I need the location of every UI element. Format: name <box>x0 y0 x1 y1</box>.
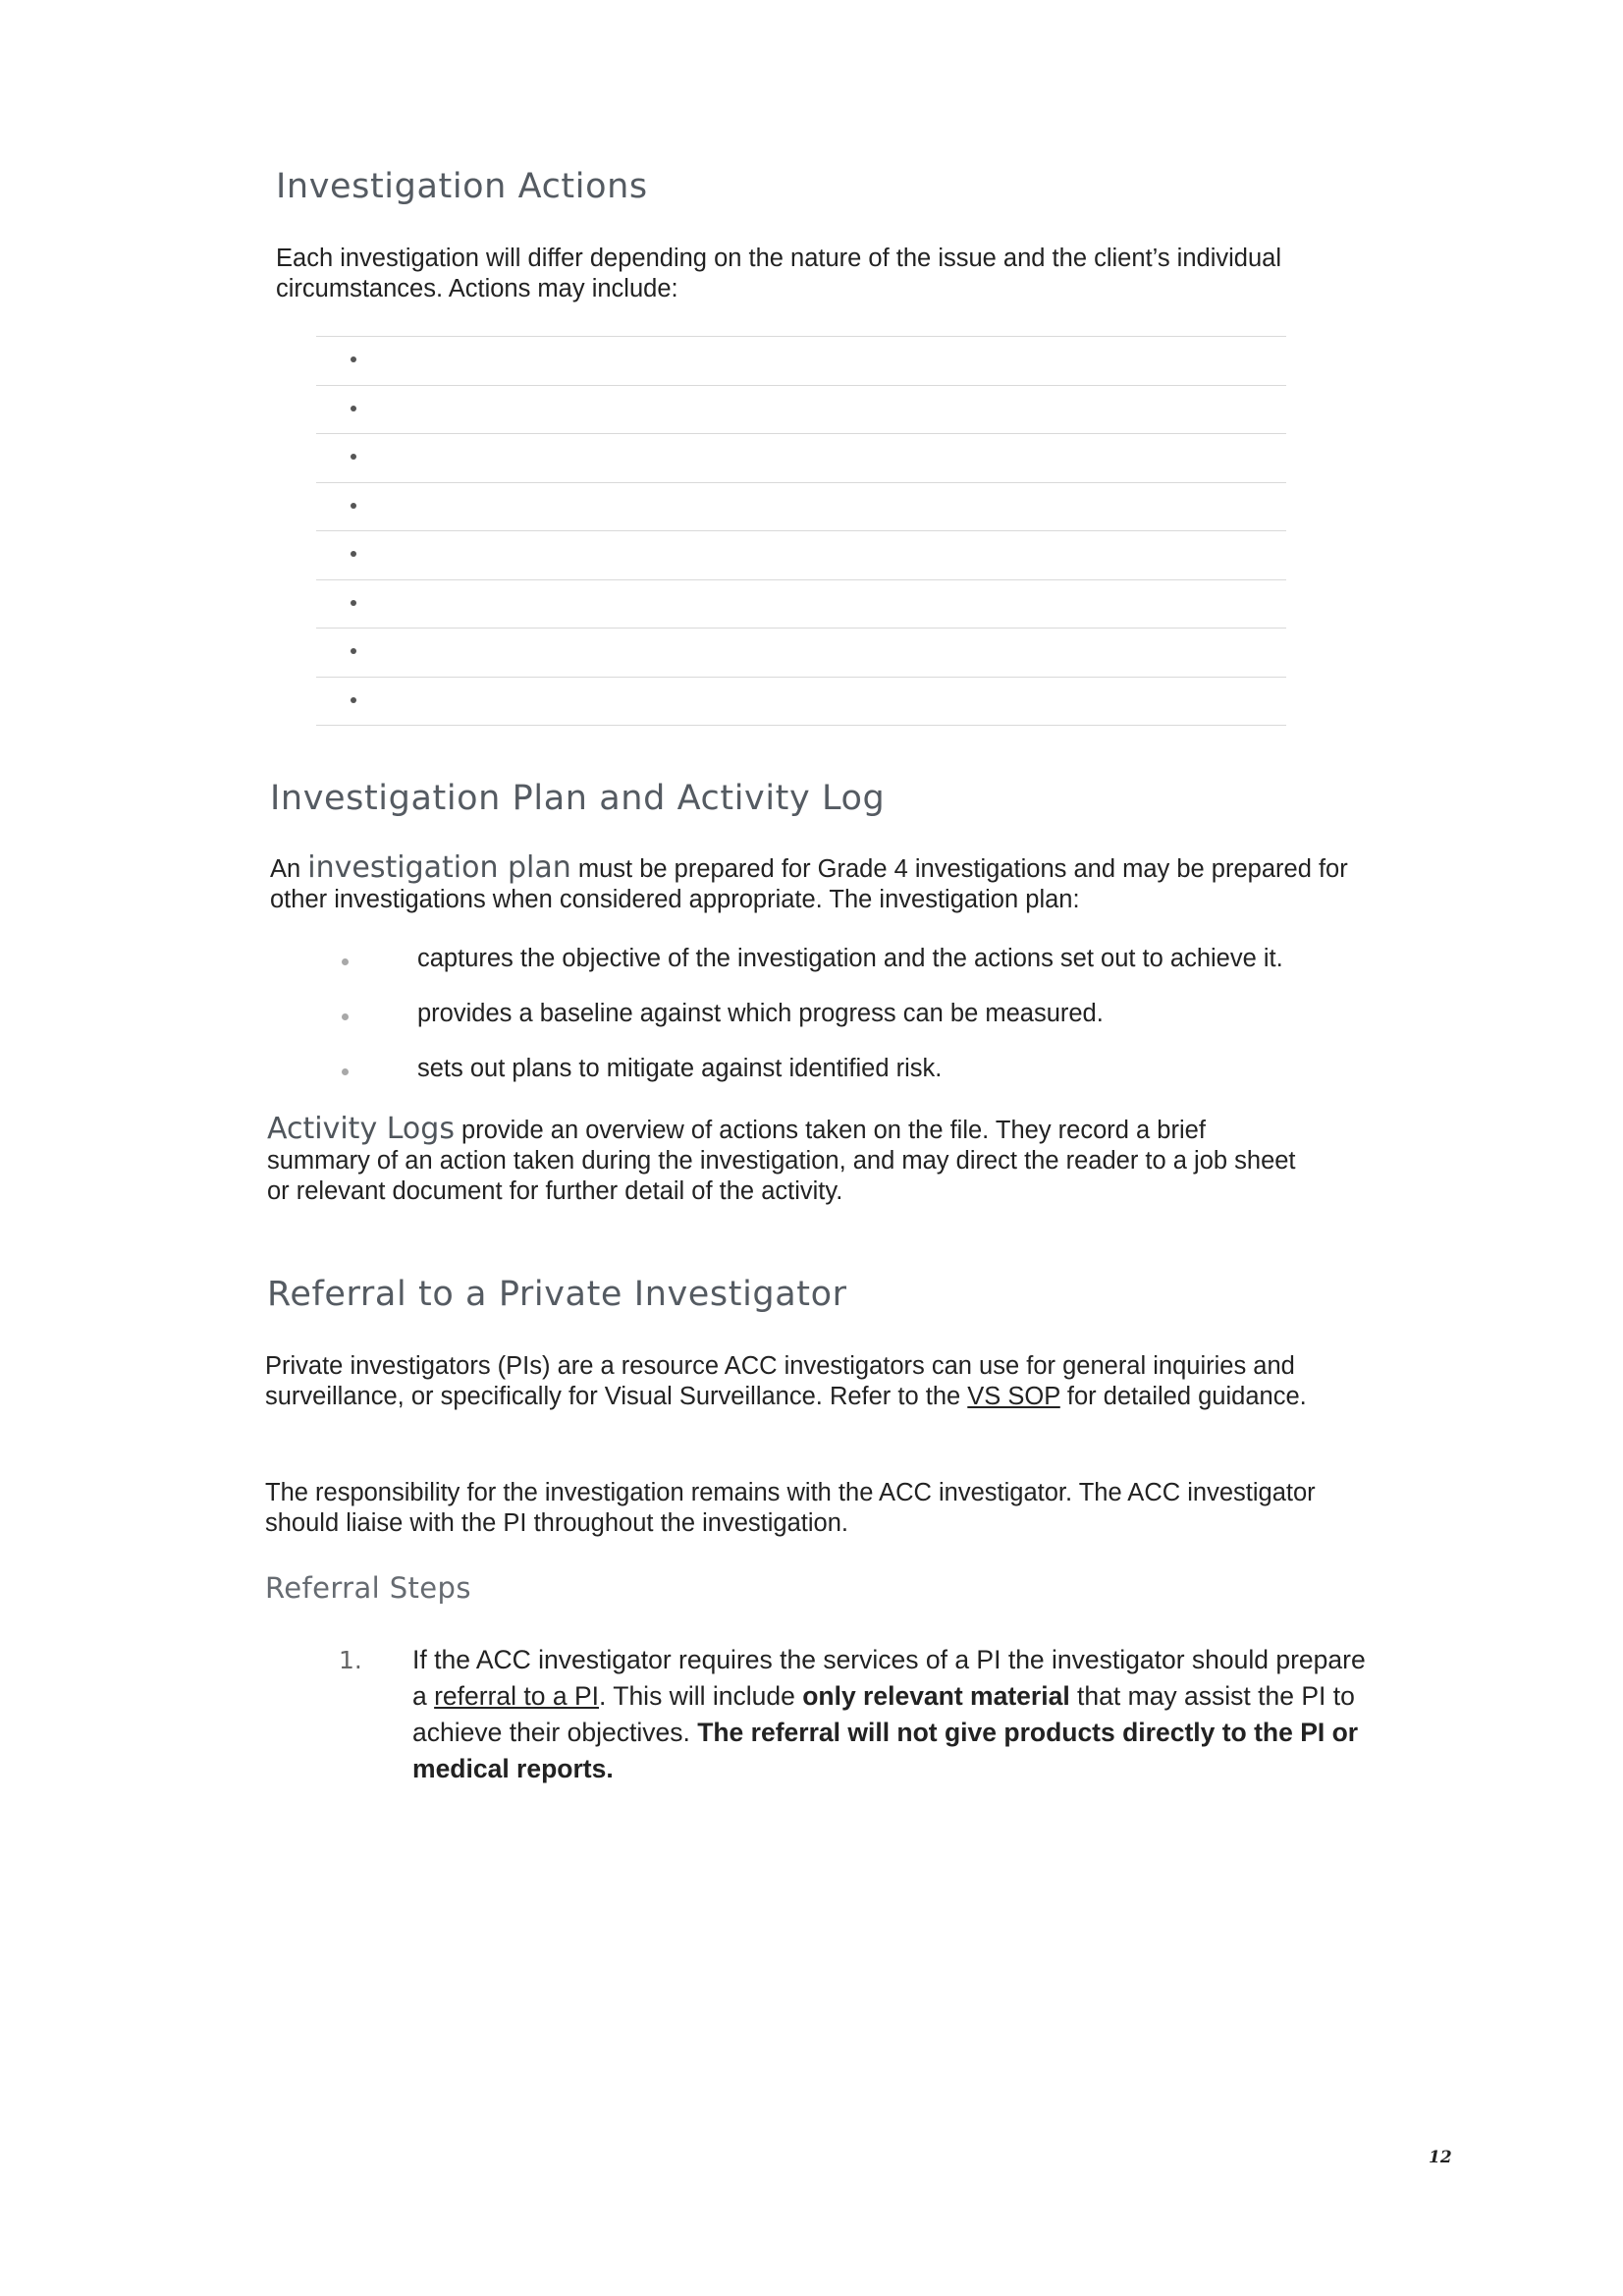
step-bold-referral-line-3: The referral will not give products directly to the PI or <box>697 1718 1359 1747</box>
bullet-icon <box>351 697 356 703</box>
list-item <box>342 945 1324 1000</box>
activity-logs-paragraph <box>267 1114 1377 1207</box>
referral-p1-line-2-suffix: for detailed guidance. <box>1059 1383 1307 1410</box>
activity-logs-line-2: summary of an action taken during the investigation, and may direct the reader to a job sheet <box>267 1147 1296 1175</box>
bullet-icon <box>342 958 349 965</box>
activity-logs-line-1-rest: provide an overview of actions taken on the file. They record a brief <box>454 1117 1206 1144</box>
step-body <box>412 1642 1394 1787</box>
referral-p1-line-2-prefix: surveillance, or specifically for Visual Surveillance. Refer to the <box>265 1383 968 1410</box>
referral-p2-line-1: The responsibility for the investigation remains with the ACC investigator. The ACC investigator <box>265 1479 1316 1506</box>
step-line-1: If the ACC investigator requires the services of a PI the investigator should prepare <box>412 1645 1366 1674</box>
page-number: 12 <box>1429 2148 1452 2167</box>
heading-investigation-plan: Investigation Plan and Activity Log <box>270 779 886 818</box>
step-bold-relevant: only relevant material <box>802 1681 1070 1711</box>
activity-logs-term: Activity Logs <box>267 1112 455 1146</box>
plan-line-1 <box>270 852 1380 885</box>
blank-bullet-row <box>316 677 1286 727</box>
referral-to-pi-link[interactable]: referral to a PI <box>434 1681 600 1711</box>
blank-bullet-row <box>316 530 1286 579</box>
list-item-text: provides a baseline against which progress can be measured. <box>417 1000 1104 1027</box>
plan-prefix: An <box>270 855 308 883</box>
list-item-text: captures the objective of the investigation and the actions set out to achieve it. <box>417 945 1283 972</box>
actions-intro-line-1: Each investigation will differ depending on the nature of the issue and the client’s individual <box>276 245 1281 272</box>
actions-intro-paragraph <box>276 244 1376 304</box>
vs-sop-link[interactable]: VS SOP <box>967 1383 1060 1410</box>
step-bold-referral-line-4: medical reports. <box>412 1754 614 1783</box>
blank-bullet-row <box>316 433 1286 482</box>
heading-investigation-actions: Investigation Actions <box>276 167 648 206</box>
bullet-icon <box>351 356 356 362</box>
actions-blank-bullet-list <box>316 336 1286 726</box>
heading-referral-private-investigator: Referral to a Private Investigator <box>267 1275 847 1314</box>
bullet-icon <box>351 503 356 509</box>
blank-bullet-row <box>316 628 1286 677</box>
bullet-icon <box>342 1013 349 1020</box>
blank-bullet-row <box>316 579 1286 629</box>
step-number: 1. <box>339 1646 362 1674</box>
actions-intro-line-2: circumstances. Actions may include: <box>276 275 678 302</box>
step-line-3-prefix: achieve their objectives. <box>412 1718 698 1747</box>
step-line-2-suffix: that may assist the PI to <box>1069 1681 1355 1711</box>
activity-logs-line-1 <box>267 1114 1377 1146</box>
referral-p1-line-1: Private investigators (PIs) are a resource ACC investigators can use for general inquiries and <box>265 1352 1295 1380</box>
bullet-icon <box>351 454 356 460</box>
bullet-icon <box>351 648 356 654</box>
step-line-4 <box>412 1751 1394 1787</box>
step-line-3 <box>412 1715 1394 1751</box>
blank-bullet-row <box>316 336 1286 385</box>
blank-bullet-row <box>316 482 1286 531</box>
referral-paragraph-2 <box>265 1478 1384 1539</box>
referral-paragraph-1 <box>265 1351 1384 1412</box>
plan-bullet-list <box>342 945 1324 1110</box>
bullet-icon <box>342 1068 349 1075</box>
bullet-icon <box>351 551 356 557</box>
plan-line-2: other investigations when considered appropriate. The investigation plan: <box>270 886 1080 913</box>
subheading-referral-steps: Referral Steps <box>265 1571 471 1605</box>
referral-p2-line-2: should liaise with the PI throughout the investigation. <box>265 1509 848 1537</box>
blank-bullet-row <box>316 385 1286 434</box>
plan-line-1-rest: must be prepared for Grade 4 investigations and may be prepared for <box>570 855 1348 883</box>
bullet-icon <box>351 600 356 606</box>
list-item <box>342 1000 1324 1055</box>
referral-p1-line-2 <box>265 1382 1384 1412</box>
bullet-icon <box>351 406 356 411</box>
plan-paragraph <box>270 852 1380 915</box>
list-item <box>342 1055 1324 1110</box>
step-line-2-mid: . This will include <box>599 1681 803 1711</box>
step-line-2-prefix: a <box>412 1681 435 1711</box>
list-item-text: sets out plans to mitigate against identified risk. <box>417 1055 943 1082</box>
step-line-2 <box>412 1678 1394 1715</box>
activity-logs-line-3: or relevant document for further detail of the activity. <box>267 1177 843 1205</box>
investigation-plan-term: investigation plan <box>307 850 571 885</box>
